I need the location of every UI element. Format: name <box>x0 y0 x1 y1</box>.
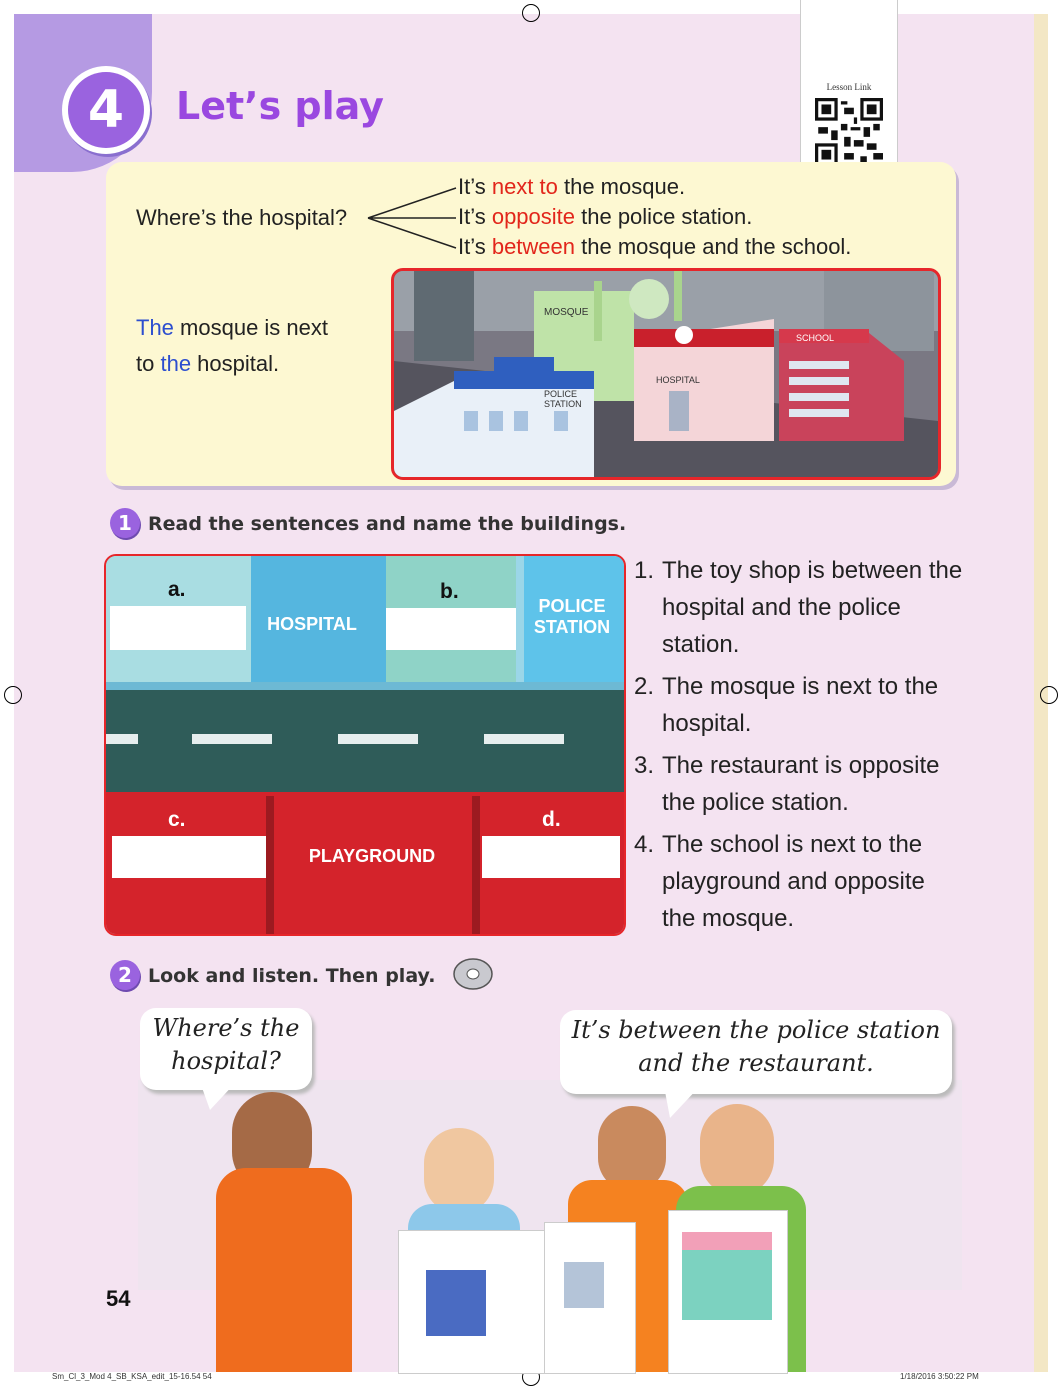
registration-mark-icon <box>4 686 22 704</box>
exercise-1-badge: 1 <box>110 508 140 538</box>
scene-label-police-1: POLICE <box>544 389 578 399</box>
footer-timestamp: 1/18/2016 3:50:22 PM <box>900 1372 979 1381</box>
audio-cd-icon[interactable] <box>452 956 494 992</box>
label-police: POLICE STATION <box>533 596 611 637</box>
branch-lines <box>366 184 458 252</box>
registration-mark-icon <box>1040 686 1058 704</box>
grammar-answer-1: It’s next to the mosque. <box>458 174 686 199</box>
page-title: Let’s play <box>176 84 384 128</box>
bubble-tail <box>664 1086 704 1120</box>
footer-file-info: Sm_Cl_3_Mod 4_SB_KSA_edit_15-16.54 54 <box>52 1372 212 1381</box>
label-hospital: HOSPITAL <box>267 614 357 634</box>
registration-mark-icon <box>522 4 540 22</box>
list-item: 1. The toy shop is between the hospital and the police station. <box>634 557 963 658</box>
grammar-question: Where’s the hospital? <box>136 205 348 230</box>
scene-label-mosque: MOSQUE <box>544 307 589 318</box>
grammar-answer-2: It’s opposite the police station. <box>458 204 753 229</box>
label-d: d. <box>542 808 561 831</box>
lesson-number: 4 <box>68 72 144 148</box>
speech-bubble-answer: It’s between the police station and the restaurant. <box>560 1010 952 1094</box>
exercise-2-badge: 2 <box>110 960 140 990</box>
street-map <box>104 554 626 936</box>
answer-blank-a[interactable] <box>110 606 246 650</box>
label-a: a. <box>168 578 186 601</box>
scene-label-police-2: STATION <box>544 399 582 409</box>
qr-lesson-link[interactable] <box>800 0 898 187</box>
answer-blank-b[interactable] <box>386 608 516 650</box>
answer-blank-c[interactable] <box>112 836 266 878</box>
grammar-note: The mosque is next to the hospital. <box>136 315 328 376</box>
speech-bubble-question: Where’s the hospital? <box>140 1008 312 1090</box>
lesson-number-badge <box>62 66 150 154</box>
list-item: 4. The school is next to the playground and opposite the mosque. <box>634 831 925 932</box>
page-number: 54 <box>106 1286 131 1311</box>
bubble-tail <box>200 1082 240 1112</box>
label-playground: PLAYGROUND <box>308 846 436 866</box>
answer-blank-d[interactable] <box>482 836 620 878</box>
town-illustration <box>391 268 941 480</box>
list-item: 3. The restaurant is opposite the police station. <box>634 752 940 816</box>
sentence-list <box>634 552 964 942</box>
exercise-2-title: 2 Look and listen. Then play. <box>110 960 435 990</box>
list-item: 2. The mosque is next to the hospital. <box>634 673 939 737</box>
label-b: b. <box>440 580 459 603</box>
exercise-1-title: 1 Read the sentences and name the buildings. <box>110 508 626 538</box>
qr-code-icon[interactable] <box>815 98 883 166</box>
qr-caption-top: Lesson Link <box>826 82 872 92</box>
scene-label-hospital: HOSPITAL <box>656 375 700 385</box>
grammar-answer-3: It’s between the mosque and the school. <box>458 234 852 259</box>
scene-label-school: SCHOOL <box>796 333 835 343</box>
label-c: c. <box>168 808 186 831</box>
